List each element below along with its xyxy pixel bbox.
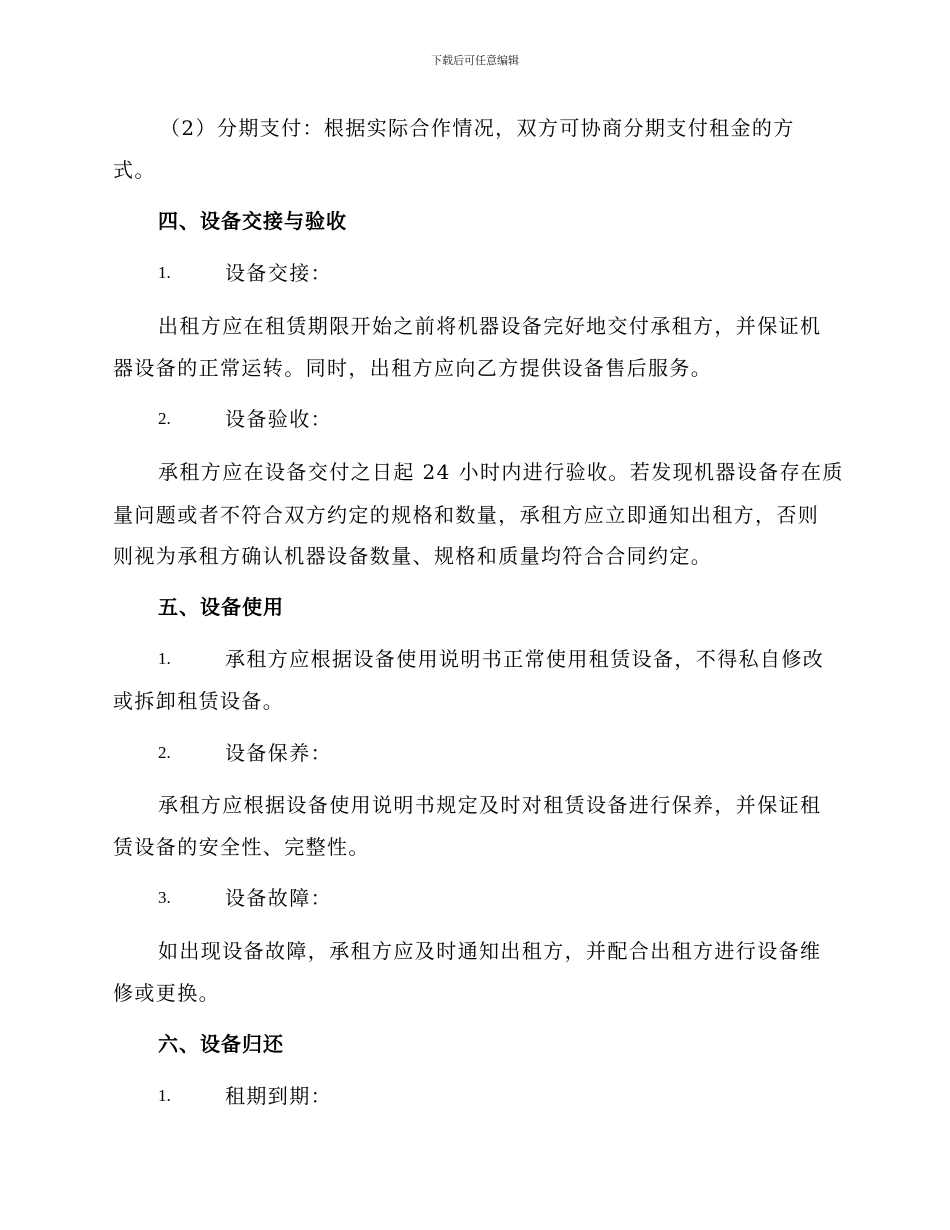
list-number: 1. (158, 1086, 171, 1105)
section-heading-6: 六、设备归还 (158, 1032, 284, 1056)
paragraph-line: 赁设备的安全性、完整性。 (113, 835, 370, 859)
paragraph-line: 式。 (113, 158, 156, 182)
paragraph-line: 承租方应在设备交付之日起 24 小时内进行验收。若发现机器设备存在质 (158, 460, 844, 484)
list-number: 1. (158, 649, 171, 668)
section-heading-4: 四、设备交接与验收 (158, 209, 347, 233)
paragraph-line: 或拆卸租赁设备。 (113, 689, 285, 713)
header-note: 下载后可任意编辑 (431, 54, 519, 67)
paragraph-line: 如出现设备故障，承租方应及时通知出租方，并配合出租方进行设备维 (158, 939, 822, 963)
list-number: 1. (158, 263, 171, 282)
list-item-label: 设备交接： (225, 261, 332, 285)
list-item-text: 承租方应根据设备使用说明书正常使用租赁设备，不得私自修改 (225, 647, 825, 671)
paragraph-line: 修或更换。 (113, 981, 220, 1005)
paragraph-line: 器设备的正常运转。同时，出租方应向乙方提供设备售后服务。 (113, 356, 713, 380)
list-item-label: 设备验收： (225, 407, 332, 431)
section-heading-5: 五、设备使用 (158, 595, 284, 619)
list-item-label: 设备故障： (225, 886, 332, 910)
paragraph-line: 承租方应根据设备使用说明书规定及时对租赁设备进行保养，并保证租 (158, 793, 822, 817)
paragraph-line: 量问题或者不符合双方约定的规格和数量，承租方应立即通知出租方，否则 (113, 503, 820, 527)
paragraph-line: （2）分期支付：根据实际合作情况，双方可协商分期支付租金的方 (160, 116, 795, 140)
list-number: 2. (158, 743, 171, 762)
list-number: 2. (158, 409, 171, 428)
list-number: 3. (158, 888, 171, 907)
list-item-label: 设备保养： (225, 741, 332, 765)
paragraph-line: 则视为承租方确认机器设备数量、规格和质量均符合合同约定。 (113, 544, 713, 568)
paragraph-line: 出租方应在租赁期限开始之前将机器设备完好地交付承租方，并保证机 (158, 314, 822, 338)
list-item-label: 租期到期： (225, 1084, 332, 1108)
